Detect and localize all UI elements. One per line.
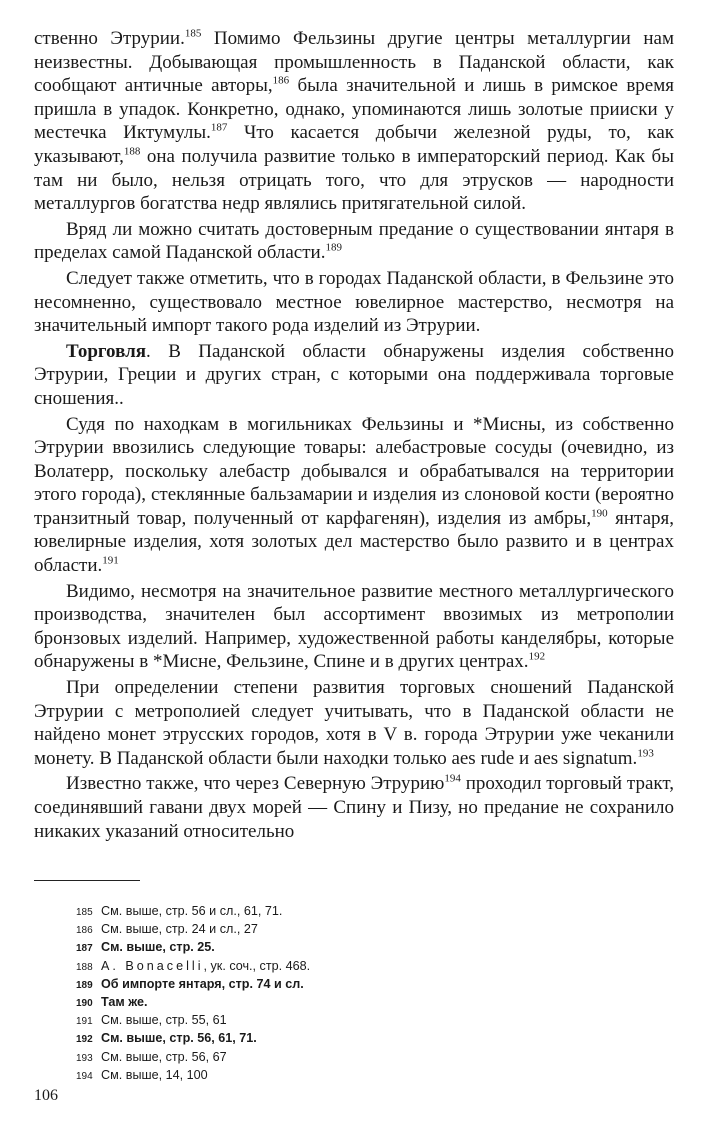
- footnote-number: 190: [76, 998, 93, 1010]
- footnote-reference: 186: [272, 74, 290, 87]
- footnote-number: 188: [76, 961, 93, 973]
- footnote-number: 192: [76, 1034, 93, 1046]
- paragraph: [34, 340, 674, 411]
- paragraph: [34, 27, 674, 216]
- footnote-reference: 191: [102, 554, 119, 567]
- paragraph-text: Видимо, несмотря на значительное развитие местного металлургического производства, значителен был ассортимент ввозимых из метрополии бронзовых изделий. Например, художественной работы канделябры, которые обнаружены в *Мисне, Фельзине, Спине и в других центрах.: [34, 580, 674, 673]
- footnote-reference: 194: [444, 773, 461, 786]
- footnote-text: См. выше, стр. 24 и сл., 27: [101, 922, 258, 937]
- paragraph-text: При определении степени развития торговых сношений Паданской Этрурии с метрополией следует учитывать, что в Паданской области не найдено монет этрусских городов, хотя в V в. города Этрурии уже чеканили монету. В Паданской области были находки только aes rude и aes signatum.: [34, 677, 674, 769]
- footnote-reference: 189: [325, 242, 342, 255]
- footnote-reference: 187: [210, 122, 228, 135]
- paragraph-text: Вряд ли можно считать достоверным предание о существовании янтаря в пределах самой Паданской области.: [34, 218, 674, 264]
- footnote: [76, 1049, 496, 1067]
- footnote-text: , ук. соч., стр. 468.: [203, 958, 311, 973]
- footnote-text: См. выше, стр. 56, 67: [101, 1049, 227, 1064]
- footnote: [76, 903, 496, 921]
- footnote-reference: 192: [528, 651, 546, 664]
- footnote: [76, 939, 496, 957]
- paragraph: [34, 413, 674, 578]
- paragraph-text: янтаря, ювелирные изделия, хотя золотых дел мастерство было развито и в центрах области.: [34, 507, 674, 577]
- paragraph-text: Следует также отметить, что в городах Паданской области, в Фельзине это несомненно, существовало местное ювелирное мастерство, несмотря на значительный импорт такого рода изделий из Этрурии.: [34, 267, 674, 337]
- footnote-text: См. выше, 14, 100: [101, 1067, 208, 1082]
- paragraph-text: Известно также, что через Северную Этрурию: [66, 773, 445, 795]
- footnote-number: 185: [76, 907, 93, 918]
- footnote-text: Там же.: [101, 995, 148, 1010]
- page-number: 106: [34, 1087, 58, 1104]
- footnote: [76, 1067, 496, 1085]
- footnote-reference: 193: [637, 747, 654, 760]
- footnote-text: Об импорте янтаря, стр. 74 и сл.: [101, 976, 304, 991]
- footnote: [76, 1012, 496, 1030]
- paragraph: [34, 772, 674, 843]
- footnote-reference: 185: [184, 27, 202, 40]
- footnote-divider: [34, 880, 140, 881]
- section-heading: Торговля: [66, 340, 147, 362]
- footnote-reference: 188: [123, 145, 141, 158]
- footnote: [76, 958, 496, 976]
- footnote-number: 193: [76, 1052, 93, 1064]
- footnote-author: A. Bonacelli: [101, 958, 204, 973]
- footnote-number: 194: [76, 1070, 93, 1082]
- paragraph-text: Судя по находкам в могильниках Фельзины и *Мисны, из собственно Этрурии ввозились следующие товары: алебастровые сосуды (очевидно, из Волатерр, поскольку алебастр добывался и обрабатывался на территории этого города), стеклянные бальзамарии и изделия из слоновой кости (вероятно транзитный товар, полученный от карфагенян), изделия из амбры,: [34, 413, 674, 529]
- footnote-text: См. выше, стр. 55, 61: [101, 1013, 227, 1028]
- footnote-number: 187: [76, 943, 93, 955]
- footnote: [76, 1030, 496, 1048]
- paragraph-text: ственно Этрурии.: [34, 28, 185, 49]
- body-text: [34, 27, 674, 843]
- footnote: [76, 976, 496, 994]
- footnote-reference: 190: [591, 507, 608, 520]
- paragraph-text: . В Паданской области обнаружены изделия собственно Этрурии, Греции и других стран, с которыми она поддерживала торговые сношения..: [34, 340, 674, 409]
- paragraph-text: она получила развитие только в императорский период. Как бы там ни было, нельзя отрицать того, что для этрусков — народности металлургов богатства недр являлись притягательной силой.: [34, 145, 674, 215]
- footnote-text: См. выше, стр. 56 и сл., 61, 71.: [101, 904, 283, 918]
- footnote: [76, 994, 496, 1012]
- paragraph: [34, 218, 674, 265]
- footnote-text: См. выше, стр. 25.: [101, 940, 215, 955]
- footnote-number: 186: [76, 925, 93, 937]
- paragraph-text: Что касается добычи железной руды, то, как указывают,: [34, 122, 674, 167]
- footnote-text: См. выше, стр. 56, 61, 71.: [101, 1031, 257, 1046]
- paragraph: [34, 580, 674, 674]
- footnote: [76, 921, 496, 939]
- paragraph-text: проходил торговый тракт, соединявший гавани двух морей — Спину и Пизу, но предание не сохранило никаких указаний относительно: [34, 773, 674, 842]
- paragraph-text: Помимо Фельзины другие центры металлургии нам неизвестны. Добывающая промышленность в Паданской области, как сообщают античные авторы,: [34, 28, 675, 97]
- footnote-number: 189: [76, 979, 93, 991]
- paragraph-text: была значительной и лишь в римское время пришла в упадок. Конкретно, однако, упоминаются лишь золотые прииски у местечка Иктумулы.: [34, 75, 674, 144]
- paragraph: [34, 676, 674, 770]
- paragraph: [34, 267, 674, 338]
- footnote-number: 191: [76, 1016, 93, 1028]
- footnotes-block: [76, 903, 496, 1085]
